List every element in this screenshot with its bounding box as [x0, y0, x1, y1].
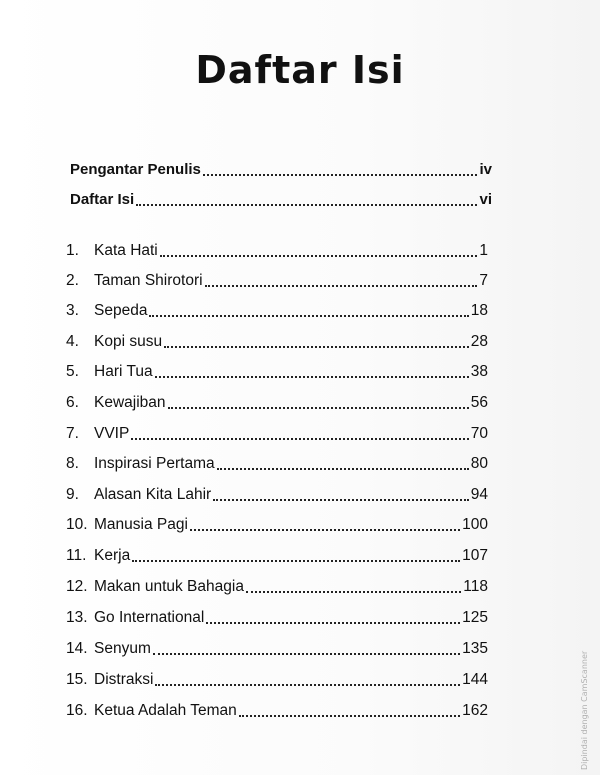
toc-chapter-item [66, 267, 488, 291]
toc-chapter-number: 9. [66, 486, 79, 503]
toc-chapter-page: 18 [470, 302, 488, 319]
scanner-watermark: Dipindai dengan CamScanner [580, 650, 589, 770]
toc-chapter-page: 125 [462, 609, 488, 626]
toc-chapter-number: 5. [66, 363, 79, 380]
toc-chapter-title: Alasan Kita Lahir [94, 486, 212, 503]
toc-front-page: vi [479, 191, 492, 208]
toc-chapter-number: 1. [66, 242, 79, 259]
toc-chapter-title: VVIP [94, 425, 130, 442]
toc-chapter-item [66, 237, 488, 261]
toc-chapter-title: Senyum [94, 640, 151, 657]
toc-chapter-item [66, 635, 488, 659]
toc-chapter-page: 28 [470, 333, 488, 350]
toc-leader [131, 438, 468, 440]
toc-chapter-title: Inspirasi Pertama [94, 455, 215, 472]
toc-chapter-number: 7. [66, 425, 79, 442]
toc-leader [136, 204, 477, 206]
toc-chapter-title: Ketua Adalah Teman [94, 702, 237, 719]
toc-leader [153, 653, 460, 655]
toc-chapter-item [66, 573, 488, 597]
toc-chapter-title: Taman Shirotori [94, 272, 203, 289]
toc-front-item [70, 186, 492, 210]
toc-chapter-item [66, 542, 488, 566]
toc-chapter-number: 10. [66, 516, 88, 533]
toc-chapter-item [66, 666, 488, 690]
toc-chapter-page: 7 [479, 272, 488, 289]
toc-leader [155, 376, 469, 378]
toc-chapter-title: Sepeda [94, 302, 148, 319]
toc-chapter-page: 80 [470, 455, 488, 472]
toc-chapter-number: 11. [66, 547, 87, 564]
toc-chapter-number: 12. [66, 578, 88, 595]
toc-chapter-title: Manusia Pagi [94, 516, 188, 533]
toc-chapter-number: 16. [66, 702, 88, 719]
toc-front-page: iv [479, 161, 492, 178]
toc-chapter-page: 162 [462, 702, 488, 719]
toc-chapter-page: 135 [462, 640, 488, 657]
toc-chapter-page: 107 [462, 547, 488, 564]
toc-chapter-item [66, 604, 488, 628]
toc-chapter-page: 100 [462, 516, 488, 533]
toc-front-title: Pengantar Penulis [70, 161, 201, 178]
toc-chapter-title: Kewajiban [94, 394, 166, 411]
toc-chapter-item [66, 389, 488, 413]
toc-chapter-item [66, 358, 488, 382]
toc-chapter-page: 1 [479, 242, 488, 259]
toc-chapter-number: 8. [66, 455, 79, 472]
toc-leader [239, 715, 460, 717]
toc-chapter-number: 14. [66, 640, 88, 657]
toc-leader [149, 315, 468, 317]
toc-chapter-item [66, 420, 488, 444]
toc-chapter-item [66, 328, 488, 352]
toc-chapter-title: Hari Tua [94, 363, 153, 380]
toc-chapter-number: 2. [66, 272, 79, 289]
toc-chapter-title: Distraksi [94, 671, 154, 688]
toc-leader [164, 346, 469, 348]
toc-chapter-page: 118 [463, 578, 488, 595]
toc-chapter-number: 13. [66, 609, 88, 626]
toc-leader [206, 622, 460, 624]
toc-chapter-title: Makan untuk Bahagia [94, 578, 244, 595]
toc-chapter-number: 3. [66, 302, 79, 319]
toc-chapter-item [66, 511, 488, 535]
toc-chapter-page: 94 [470, 486, 488, 503]
toc-chapter-page: 70 [470, 425, 488, 442]
toc-leader [217, 468, 469, 470]
toc-leader [160, 255, 478, 257]
toc-chapter-number: 4. [66, 333, 79, 350]
toc-chapter-item [66, 450, 488, 474]
toc-leader [213, 499, 469, 501]
page-title: Daftar Isi [195, 48, 405, 92]
toc-leader [168, 407, 469, 409]
toc-chapter-title: Go International [94, 609, 205, 626]
toc-chapter-page: 144 [462, 671, 488, 688]
toc-chapter-page: 56 [470, 394, 488, 411]
toc-leader [205, 285, 478, 287]
toc-leader [132, 560, 460, 562]
toc-chapter-number: 15. [66, 671, 88, 688]
toc-leader [190, 529, 460, 531]
toc-front-item [70, 156, 492, 180]
toc-chapter-item [66, 481, 488, 505]
toc-leader [203, 174, 478, 176]
toc-chapter-title: Kerja [94, 547, 131, 564]
toc-front-title: Daftar Isi [70, 191, 135, 208]
toc-chapter-page: 38 [470, 363, 488, 380]
toc-chapter-item [66, 697, 488, 721]
toc-leader [155, 684, 460, 686]
toc-chapter-title: Kata Hati [94, 242, 158, 259]
toc-chapter-title: Kopi susu [94, 333, 163, 350]
toc-chapter-number: 6. [66, 394, 79, 411]
toc-leader [246, 591, 461, 593]
toc-chapter-item [66, 297, 488, 321]
